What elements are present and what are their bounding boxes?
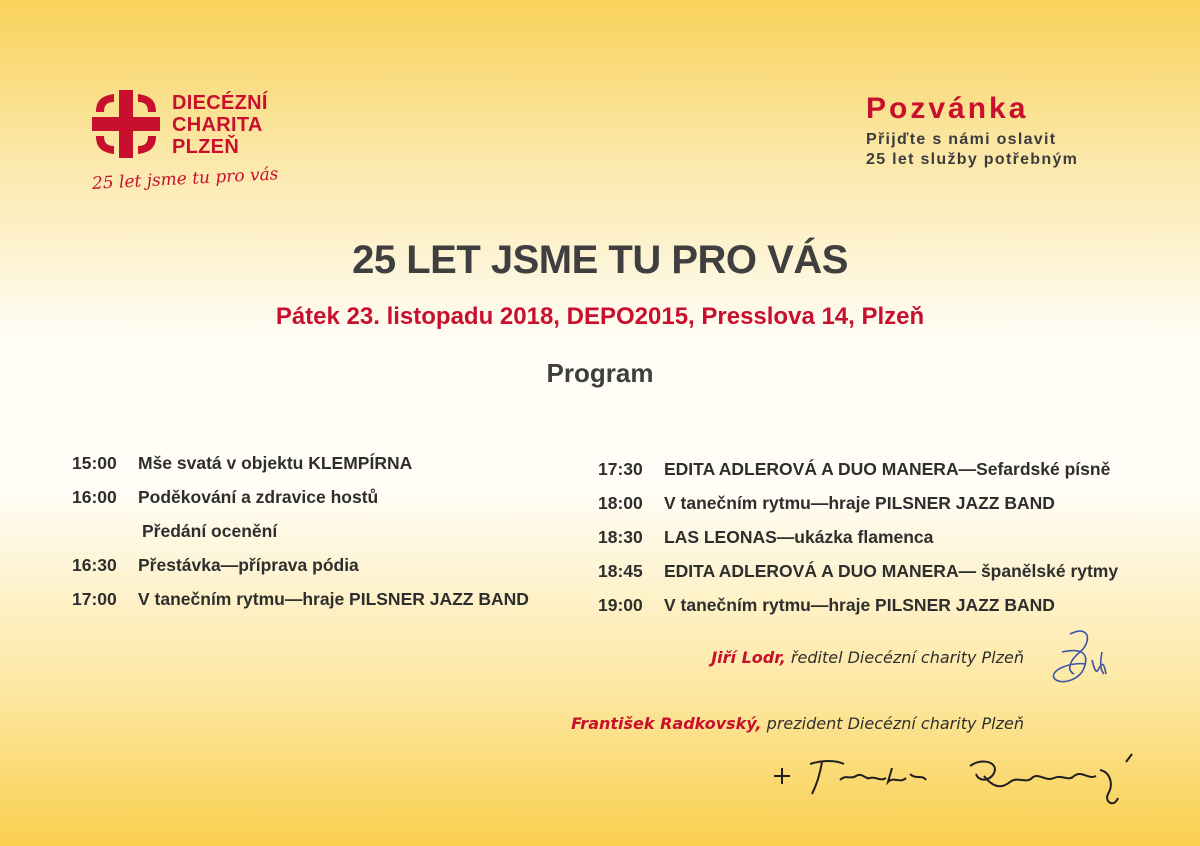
charity-name-line-3: PLZEŇ [172,136,240,158]
program-time: 16:30 [72,554,117,575]
program-text: V tanečním rytmu—hraje PILSNER JAZZ BAND [664,492,1055,513]
program-text: LAS LEONAS—ukázka flamenca [664,526,934,547]
program-text: V tanečním rytmu—hraje PILSNER JAZZ BAND [664,594,1055,615]
program-item [598,588,1118,622]
program-text: EDITA ADLEROVÁ A DUO MANERA—Sefardské písně [664,458,1111,479]
signatory-name: František Radkovský, [571,714,762,733]
invitation-line-2: 25 let služby potřebným [866,151,1079,168]
director-signature [1040,622,1120,702]
president-signature [770,750,1150,820]
program-item [598,486,1118,520]
program-item [598,452,1118,486]
charity-cross-icon [90,88,162,160]
signatory-role: ředitel Diecézní charity Plzeň [785,648,1024,667]
program-item [598,520,1118,554]
program-time: 16:00 [72,486,117,507]
program-item [72,548,529,582]
program-text: Mše svatá v objektu KLEMPÍRNA [138,452,413,473]
signatory-name: Jiří Lodr, [711,648,786,667]
event-title: 25 LET JSME TU PRO VÁS [352,238,848,282]
program-time: 18:00 [598,492,643,513]
program-heading: Program [546,358,654,388]
program-right-column [598,452,1118,622]
signatory-president [571,714,1024,733]
charity-name-line-1: DIECÉZNÍ [172,92,268,114]
invitation-block [866,92,1186,170]
program-time: 17:00 [72,588,117,609]
program-item [72,582,529,616]
program-text: Poděkování a zdravice hostů [138,486,379,507]
program-text: EDITA ADLEROVÁ A DUO MANERA— španělské rytmy [664,560,1119,581]
program-time: 15:00 [72,452,117,473]
program-text: V tanečním rytmu—hraje PILSNER JAZZ BAND [138,588,529,609]
signatory-director [711,648,1024,667]
invitation-heading: Pozvánka [866,92,1029,125]
charity-name-line-2: CHARITA [172,114,263,136]
logo-motto: 25 let jsme tu pro vás [91,164,279,194]
event-date-venue: Pátek 23. listopadu 2018, DEPO2015, Presslova 14, Plzeň [275,303,925,330]
charity-name [172,92,268,158]
program-text: Předání ocenění [142,520,278,541]
program-item [72,480,529,514]
program-time: 18:45 [598,560,643,581]
program-time: 17:30 [598,458,643,479]
program-item [72,514,529,548]
program-item [598,554,1118,588]
program-text: Přestávka—příprava pódia [138,554,359,575]
program-time: 18:30 [598,526,643,547]
invitation-line-1: Přijďte s námi oslavit [866,131,1057,148]
signatory-role: prezident Diecézní charity Plzeň [761,714,1024,733]
charity-logo [90,88,300,218]
program-left-column [72,446,529,616]
program-time: 19:00 [598,594,643,615]
program-item [72,446,529,480]
